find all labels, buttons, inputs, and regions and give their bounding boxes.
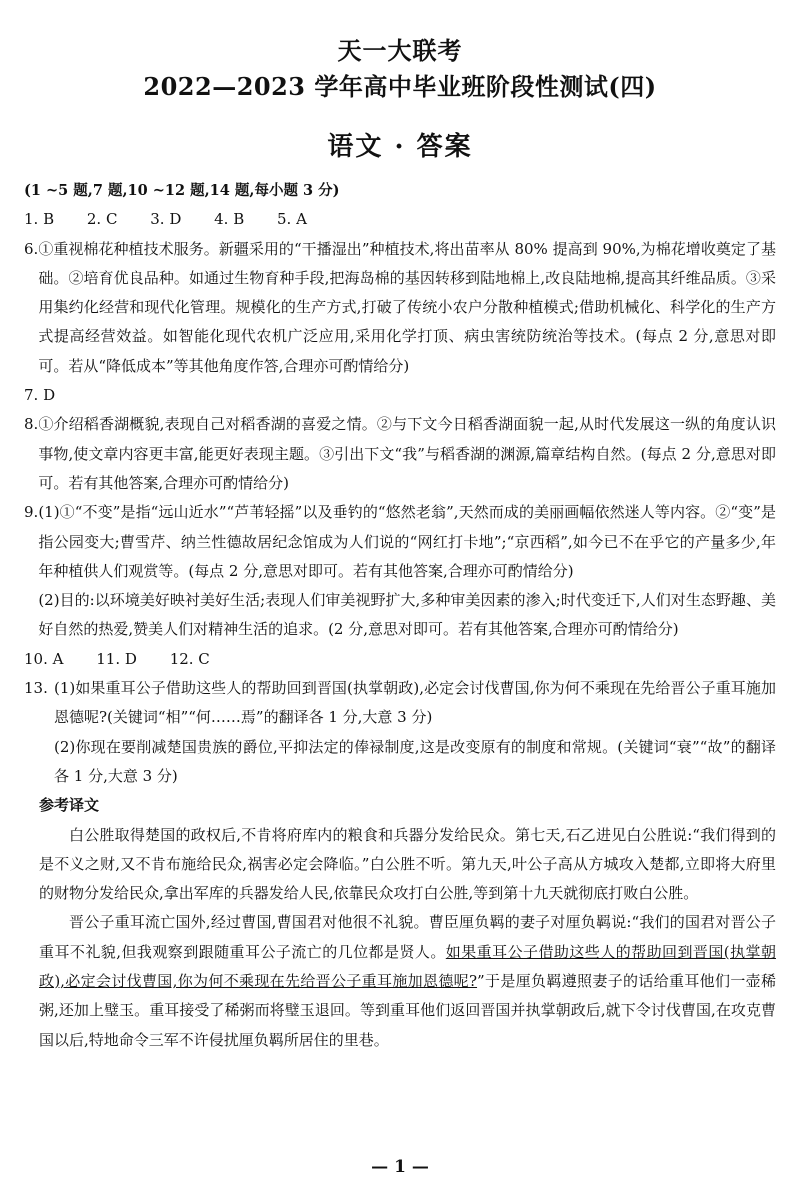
answer-item: 12. C [169,649,210,668]
question-9-part-2: (2)目的:以环境美好映衬美好生活;表现人们审美视野扩大,多种审美因素的渗入;时代变迁下,人们对生态野趣、美好自然的热爱,赞美人们对精神生活的追求。(2 分,意思对即可。若有其他答案,合理亦可酌情给分) [38,591,776,639]
question-number: 6. [24,239,39,258]
subject-title: 语文 · 答案 [327,132,473,162]
question-13-part-2: (2)你现在要削减楚国贵族的爵位,平抑法定的俸禄制度,这是改变原有的制度和常规。(关键词“衰”“故”的翻译各 1 分,大意 3 分) [54,737,776,785]
question-7: 7. D [24,386,56,405]
scoring-note: (1 ~5 题,7 题,10 ~12 题,14 题,每小题 3 分) [24,182,340,199]
question-9-part-1: (1)①“不变”是指“远山近水”“芦苇轻摇”以及垂钓的“悠然老翁”,天然而成的美丽画幅依然迷人等内容。②“变”是指公园变大;曹雪芹、纳兰性德故居纪念馆成为人们说的“网红打卡地”;“京西稻”,如今已不在乎它的产量多少,年年种植供人们观赏等。(每点 2 分,意思对即可。若有其他答案,合理亦可酌情给分) [38,503,776,580]
document-header [24,0,776,166]
answer-item: 2. C [86,210,118,229]
question-6-answer: ①重视棉花种植技术服务。新疆采用的“干播湿出”种植技术,将出苗率从 80% 提高到 90%,为棉花增收奠定了基础。②培育优良品种。如通过生物育种手段,把海岛棉的基因转移到陆地棉上,改良陆地棉,提高其纤维品质。③采用集约化经营和现代化管理。规模化的生产方式,打破了传统小农户分散种植模式;借助机械化、科学化的生产方式提高经营效益。如智能化现代农机广泛应用,采用化学打顶、病虫害统防统治等技术。(每点 2 分,意思对即可。若从“降低成本”等其他角度作答,合理亦可酌情给分) [38,239,776,375]
exam-title: 2022—2023 学年高中毕业班阶段性测试(四) [143,72,657,101]
translation-paragraph-1: 白公胜取得楚国的政权后,不肯将府库内的粮食和兵器分发给民众。第七天,石乙进见白公胜说:“我们得到的是不义之财,又不肯布施给民众,祸害必定会降临。”白公胜不听。第九天,叶公子高从方城攻入楚都,立即将大府里的财物分发给民众,拿出军库的兵器发给人民,依靠民众攻打白公胜,等到第十九天就彻底打败白公胜。 [39,825,776,903]
answer-item: 5. A [277,210,307,229]
answer-item: 3. D [150,210,182,229]
translation-text: 晋公子重耳流亡国外,经过曹国,曹国君对他很不礼貌。曹臣厘负羁的妻子对厘负羁说:“我们的国君对晋公子重耳不礼貌,但我观察到跟随重耳公子流亡的几位都是贤人。 [39,913,776,961]
question-13-part-1: (1)如果重耳公子借助这些人的帮助回到晋国(执掌朝政),必定会讨伐曹国,你为何不乘现在先给晋公子重耳施加恩德呢?(关键词“相”“何……焉”的翻译各 1 分,大意 3 分) [54,679,776,727]
question-number: 9. [24,503,39,522]
answer-item: 11. D [96,649,137,668]
question-number: 13. [24,679,48,698]
page-number: — 1 — [371,1157,429,1177]
question-13 [24,674,776,791]
org-title: 天一大联考 [337,36,463,65]
question-9 [24,498,776,644]
answer-body [24,176,776,1055]
underlined-translation: 如果重耳公子借助这些人的帮助回到晋国(执掌朝政),必定会讨伐曹国,你为何不乘现在先给晋公子重耳施加恩德呢? [39,942,776,991]
question-number: 8. [24,415,39,434]
answers-10-12 [24,645,776,674]
question-8 [24,410,776,498]
question-6 [24,235,776,381]
question-8-answer: ①介绍稻香湖概貌,表现自己对稻香湖的喜爱之情。②与下文今日稻香湖面貌一起,从时代发展这一纵的角度认识事物,使文章内容更丰富,能更好表现主题。③引出下文“我”与稻香湖的渊源,篇章结构自然。(每点 2 分,意思对即可。若有其他答案,合理亦可酌情给分) [38,415,776,492]
translation-paragraph-2 [24,908,776,1054]
translation-text: ”于是厘负羁遵照妻子的话给重耳他们一壶稀粥,还加上璧玉。重耳接受了稀粥而将璧玉退回。等到重耳他们返回晋国并执掌朝政后,就下令讨伐曹国,在攻克曹国以后,特地命令三军不许侵扰厘负羁所居住的里巷。 [39,972,777,1049]
answer-item: 10. A [24,649,64,668]
answer-item: 1. B [24,210,55,229]
answers-1-5 [24,205,776,234]
answer-item: 4. B [214,210,245,229]
reference-translation-title: 参考译文 [39,796,100,815]
